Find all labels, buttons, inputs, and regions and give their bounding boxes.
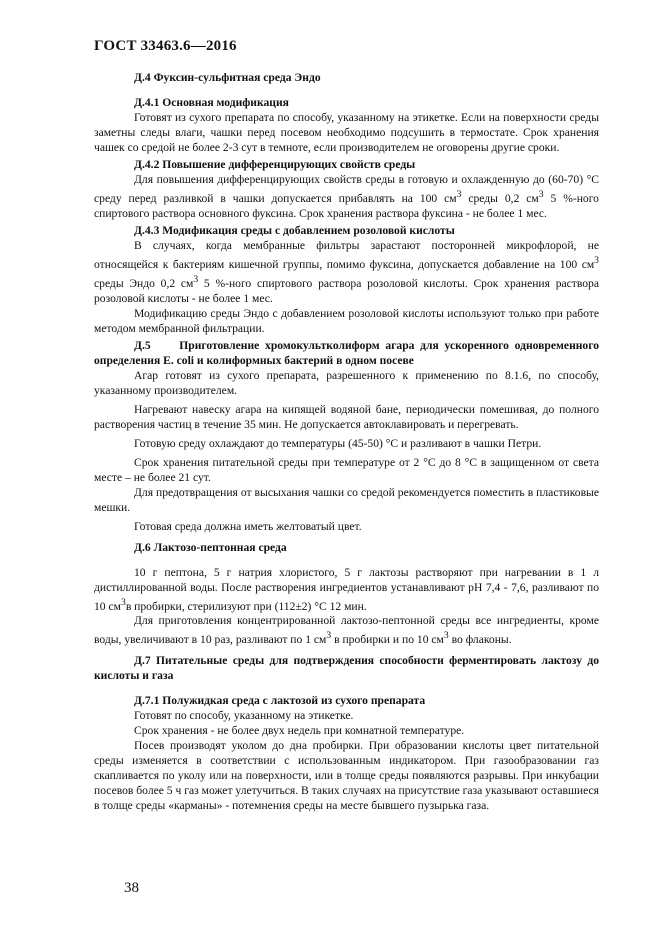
paragraph: В случаях, когда мембранные фильтры зарастают посторонней микрофлорой, не относящейся к бактериям кишечной группы, помимо фуксина, допускается добавление на 100 $см^3$ среды Эндо 0,2 $см^3$ 5 %-ного спиртового раствора розоловой кислоты. Срок хранения раствора розоловой кислоты - не более 1 мес. bbox=[94, 238, 599, 305]
paragraph: Готовая среда должна иметь желтоватый цвет. bbox=[134, 519, 362, 533]
section-heading: Д.4.2 Повышение дифференцирующих свойств среды bbox=[134, 158, 416, 171]
paragraph: Для предотвращения от высыхания чашки со средой рекомендуется поместить в пластиковые мешки. bbox=[94, 485, 599, 514]
paragraph: Срок хранения питательной среды при температуре от 2 °С до 8 °С в защищенном от света месте – не более 21 сут. bbox=[94, 455, 599, 484]
section-heading: Д.6 Лактозо-пептонная среда bbox=[134, 540, 287, 554]
paragraph: Агар готовят из сухого препарата, разрешенного к применению по 8.1.6, по способу, указанному производителем. bbox=[94, 368, 599, 397]
paragraph: Посев производят уколом до дна пробирки. При образовании кислоты цвет питательной среды изменяется в соответствии с использованным индикатором. При газообразовании газ скапливается по уколу или на поверхности, или в толще среды появляются разрывы. При инкубации посевов более 5 ч газ может улетучиться. В таких случаях на присутствие газа указывают оставшиеся в толще среды «карманы» - потемнения среды на месте бывшего пузырька газа. bbox=[94, 739, 599, 813]
section-heading: Д.4.3 Модификация среды с добавлением розоловой кислоты bbox=[134, 223, 455, 237]
paragraph: Модификацию среды Эндо с добавлением розоловой кислоты используют только при работе методом мембранной фильтрации. bbox=[94, 306, 599, 335]
section-heading: Д.5 Приготовление хромокультколиформ агара для ускоренного одновременного определения E. coli и колиформных бактерий в одном посеве bbox=[94, 338, 599, 367]
section-heading: Д.7.1 Полужидкая среда с лактозой из сухого препарата bbox=[134, 694, 426, 708]
section-heading: Д.4 Фуксин-сульфитная среда Эндо bbox=[134, 71, 321, 84]
section-heading: Д.7 Питательные среды для подтверждения способности ферментировать лактозу до кислоты и газа bbox=[94, 654, 599, 683]
document-body bbox=[94, 68, 599, 813]
document-header: ГОСТ 33463.6—2016 bbox=[94, 38, 237, 54]
section-heading: Д.4.1 Основная модификация bbox=[134, 96, 289, 109]
paragraph: 10 г пептона, 5 г натрия хлористого, 5 г лактозы растворяют при нагревании в 1 л дистиллированной воды. После растворения ингредиентов устанавливают pH 7,4 - 7,6, разливают по 10 $см^3в$ пробирки, стерилизуют при (112±2) °С 12 мин. bbox=[94, 565, 599, 613]
page-number: 38 bbox=[124, 880, 139, 896]
paragraph: Нагревают навеску агара на кипящей водяной бане, периодически помешивая, до полного растворения частиц в течение 35 мин. Не допускается автоклавировать и перегревать. bbox=[94, 402, 599, 431]
paragraph: Срок хранения - не более двух недель при комнатной температуре. bbox=[134, 724, 465, 738]
paragraph: Для приготовления концентрированной лактозо-пептонной среды все ингредиенты, кроме воды, увеличивают в 10 раз, разливают по 1 $см^3$ в пробирки и по 10 $см^3$ во флаконы. bbox=[94, 614, 599, 647]
paragraph: Готовую среду охлаждают до температуры (45-50) °С и разливают в чашки Петри. bbox=[134, 436, 542, 450]
paragraph: Готовят из сухого препарата по способу, указанному на этикетке. Если на поверхности среды заметны следы влаги, чашки перед посевом необходимо подсушить в термостате. Срок хранения чашек со средой не более 2-3 сут в темноте, если производителем не оговорены другие сроки. bbox=[94, 111, 599, 154]
paragraph: Готовят по способу, указанному на этикетке. bbox=[134, 709, 354, 723]
paragraph: Для повышения дифференцирующих свойств среды в готовую и охлажденную до (60-70) °С среду перед разливкой в чашки допускается прибавлять на 100 $см^3$ среды 0,2 $см^3$ 5 %-ного спиртового раствора основного фуксина. Срок хранения раствора фуксина - не более 1 мес. bbox=[94, 173, 599, 220]
